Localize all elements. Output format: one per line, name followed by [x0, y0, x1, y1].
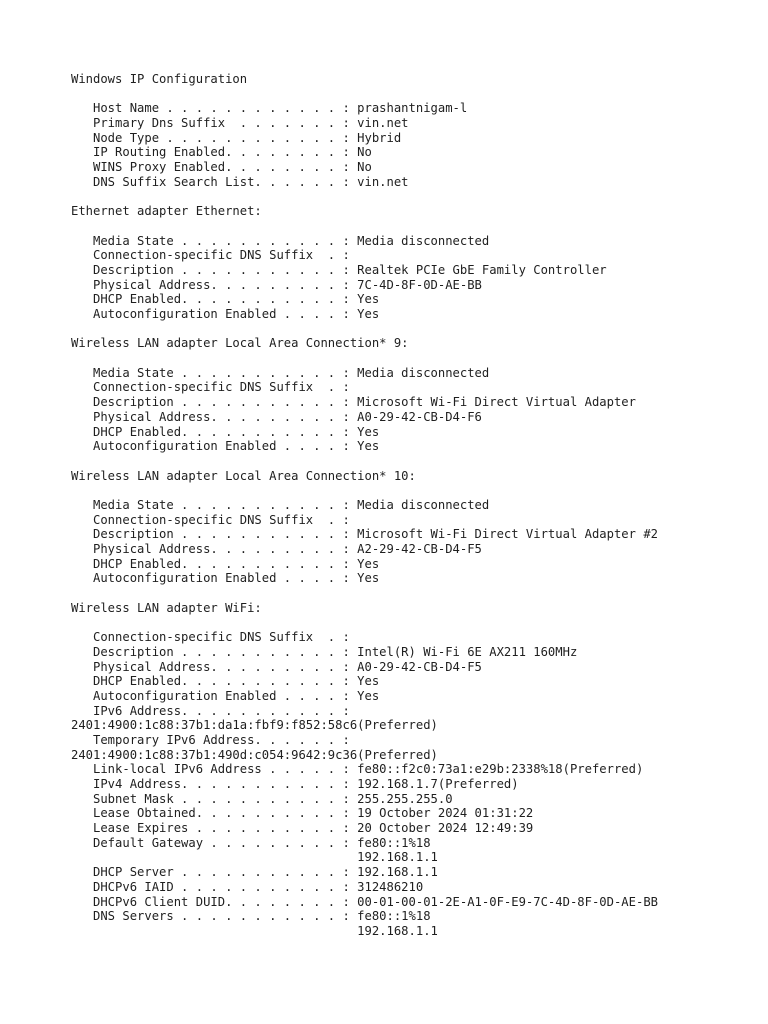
setting-row: Autoconfiguration Enabled . . . . : Yes: [71, 571, 380, 586]
setting-row: DNS Servers . . . . . . . . . . . : fe80::1%18: [71, 909, 431, 924]
blank-line: [71, 322, 761, 337]
blank-line: [71, 190, 761, 205]
setting-row: Description . . . . . . . . . . . : Realtek PCIe GbE Family Controller: [71, 262, 607, 277]
setting-row: IPv6 Address. . . . . . . . . . . :: [71, 703, 350, 718]
setting-row: Link-local IPv6 Address . . . . . : fe80::f2c0:73a1:e29b:2338%18(Preferred): [71, 762, 644, 777]
setting-row: Physical Address. . . . . . . . . : A2-29-42-CB-D4-F5: [71, 542, 482, 556]
setting-row: IPv4 Address. . . . . . . . . . . : 192.168.1.7(Preferred): [71, 777, 519, 791]
blank-line: [71, 219, 761, 234]
setting-row: Default Gateway . . . . . . . . . : fe80::1%18: [71, 835, 431, 850]
setting-row: Node Type . . . . . . . . . . . . : Hybrid: [71, 130, 402, 145]
setting-row: Physical Address. . . . . . . . . : A0-29-42-CB-D4-F5: [71, 659, 482, 674]
setting-row: DHCP Enabled. . . . . . . . . . . : Yes: [71, 556, 380, 571]
blank-line: [71, 483, 761, 498]
setting-row: WINS Proxy Enabled. . . . . . . . : No: [71, 160, 372, 175]
setting-row: Description . . . . . . . . . . . : Microsoft Wi-Fi Direct Virtual Adapter: [71, 395, 636, 410]
setting-row: Lease Expires . . . . . . . . . . : 20 October 2024 12:49:39: [71, 821, 534, 836]
blank-line: [71, 586, 761, 601]
setting-value-continuation: 2401:4900:1c88:37b1:490d:c054:9642:9c36(Preferred): [71, 747, 438, 762]
adapter-heading: Wireless LAN adapter Local Area Connection* 9:: [71, 336, 409, 351]
setting-row: DHCP Server . . . . . . . . . . . : 192.168.1.1: [71, 865, 438, 880]
adapter-heading: Wireless LAN adapter Local Area Connection* 10:: [71, 468, 416, 483]
page-title: Windows IP Configuration: [71, 72, 248, 86]
blank-line: [71, 454, 761, 469]
setting-row: IP Routing Enabled. . . . . . . . : No: [71, 145, 372, 160]
blank-line: [71, 615, 761, 630]
setting-row: Media State . . . . . . . . . . . : Media disconnected: [71, 233, 490, 248]
setting-row: DHCP Enabled. . . . . . . . . . . : Yes: [71, 674, 380, 689]
setting-row: DHCPv6 Client DUID. . . . . . . . : 00-01-00-01-2E-A1-0F-E9-7C-4D-8F-0D-AE-BB: [71, 894, 658, 909]
setting-row: DHCP Enabled. . . . . . . . . . . : Yes: [71, 292, 380, 307]
setting-row: DHCPv6 IAID . . . . . . . . . . . : 312486210: [71, 879, 424, 894]
blank-line: [71, 87, 761, 102]
setting-row: Connection-specific DNS Suffix . :: [71, 512, 350, 527]
setting-row: Physical Address. . . . . . . . . : 7C-4D-8F-0D-AE-BB: [71, 277, 482, 292]
setting-row: Connection-specific DNS Suffix . :: [71, 630, 350, 645]
setting-row: DHCP Enabled. . . . . . . . . . . : Yes: [71, 424, 380, 439]
setting-value-continuation: 192.168.1.1: [71, 923, 438, 938]
setting-row: Description . . . . . . . . . . . : Microsoft Wi-Fi Direct Virtual Adapter #2: [71, 527, 658, 542]
setting-row: Lease Obtained. . . . . . . . . . : 19 October 2024 01:31:22: [71, 806, 534, 821]
blank-line: [71, 351, 761, 366]
setting-row: Subnet Mask . . . . . . . . . . . : 255.255.255.0: [71, 791, 453, 806]
setting-row: Physical Address. . . . . . . . . : A0-29-42-CB-D4-F6: [71, 409, 482, 424]
setting-value-continuation: 2401:4900:1c88:37b1:da1a:fbf9:f852:58c6(Preferred): [71, 718, 438, 733]
setting-row: Description . . . . . . . . . . . : Intel(R) Wi-Fi 6E AX211 160MHz: [71, 644, 578, 659]
setting-row: Temporary IPv6 Address. . . . . . :: [71, 732, 350, 747]
setting-row: DNS Suffix Search List. . . . . . : vin.net: [71, 174, 409, 189]
setting-row: Host Name . . . . . . . . . . . . : prashantnigam-l: [71, 101, 468, 116]
adapter-heading: Ethernet adapter Ethernet:: [71, 204, 262, 219]
setting-row: Connection-specific DNS Suffix . :: [71, 248, 350, 263]
ipconfig-output: [71, 72, 761, 939]
setting-row: Media State . . . . . . . . . . . : Media disconnected: [71, 497, 490, 512]
setting-row: Autoconfiguration Enabled . . . . : Yes: [71, 307, 380, 321]
setting-row: Media State . . . . . . . . . . . : Media disconnected: [71, 365, 490, 380]
setting-value-continuation: 192.168.1.1: [71, 850, 438, 865]
setting-row: Connection-specific DNS Suffix . :: [71, 380, 350, 395]
adapter-heading: Wireless LAN adapter WiFi:: [71, 600, 262, 615]
setting-row: Autoconfiguration Enabled . . . . : Yes: [71, 688, 380, 703]
setting-row: Primary Dns Suffix . . . . . . . : vin.net: [71, 116, 409, 131]
setting-row: Autoconfiguration Enabled . . . . : Yes: [71, 439, 380, 454]
